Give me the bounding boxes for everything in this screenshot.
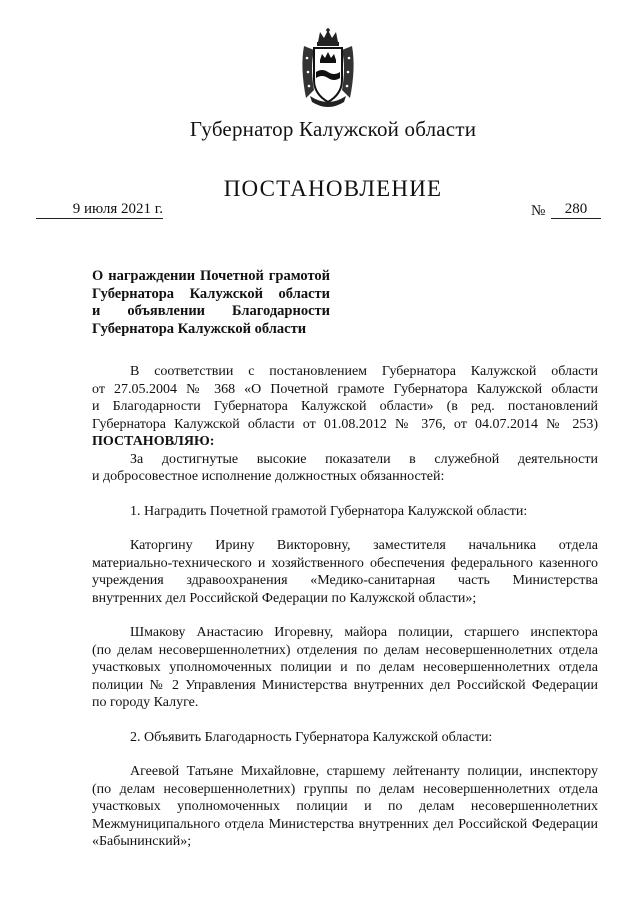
reason-line: и добросовестное исполнение должностных обязанностей: [92, 469, 445, 484]
subject-line: и объявлении Благодарности [92, 303, 330, 319]
document-subject [92, 268, 330, 338]
number-label: № [531, 203, 546, 219]
person-2-line: участковых уполномоченных полиции и по делам несовершеннолетних отдела [92, 660, 598, 675]
person-1-line: внутренних дел Российской Федерации по Калужской области»; [92, 590, 477, 606]
item-1-heading: 1. Наградить Почетной грамотой Губернатора Калужской области: [130, 503, 528, 519]
person-2-line: по городу Калуге. [92, 695, 199, 710]
preamble-line: от 27.05.2004 № 368 «О Почетной грамоте Губернатора Калужской области [92, 381, 598, 397]
person-3-line: Агеевой Татьяне Михайловне, старшему лейтенанту полиции, инспектору [130, 764, 598, 779]
person-3-line: Межмуниципального отдела Министерства внутренних дел Российской Федерации [92, 816, 598, 832]
person-2-line: (по делам несовершеннолетних) отделения по делам несовершеннолетних отдела [92, 642, 598, 658]
subject-line: О награждении Почетной грамотой [92, 268, 330, 284]
document-body [92, 363, 598, 851]
document-date: 9 июля 2021 г. [36, 201, 163, 219]
person-3-line: участковых уполномоченных полиции и по делам несовершеннолетних [92, 799, 598, 814]
document-number: 280 [551, 201, 601, 219]
person-3-line: «Бабынинский»; [92, 834, 192, 849]
preamble-line: Губернатора Калужской области от 01.08.2012 № 376, от 04.07.2014 № 253) [92, 416, 598, 432]
person-1-line: Каторгину Ирину Викторовну, заместителя начальника отдела [130, 538, 598, 553]
person-3-line: (по делам несовершеннолетних) группы по делам несовершеннолетних отдела [92, 781, 598, 797]
resolve-word: ПОСТАНОВЛЯЮ: [92, 434, 215, 449]
person-2-line: Шмакову Анастасию Игоревну, майора полиции, старшего инспектора [130, 625, 598, 640]
person-2-line: полиции № 2 Управления Министерства внутренних дел Российской Федерации [92, 677, 598, 693]
person-1-line: учреждения здравоохранения «Медико-санитарная часть Министерства [92, 573, 598, 588]
subject-line: Губернатора Калужской области [92, 320, 307, 337]
coat-of-arms-icon [296, 28, 360, 108]
person-1-line: материально-технического и хозяйственного обеспечения федерального казенного [92, 555, 598, 571]
issuer-title: Губернатор Калужской области [189, 117, 477, 141]
preamble-line: В соответствии с постановлением Губернатора Калужской области [130, 364, 598, 379]
item-2-heading: 2. Объявить Благодарность Губернатора Калужской области: [130, 729, 493, 745]
reason-line: За достигнутые высокие показатели в служебной деятельности [130, 451, 598, 467]
subject-line: Губернатора Калужской области [92, 285, 330, 302]
preamble-line: и Благодарности Губернатора Калужской области» (в ред. постановлений [92, 399, 598, 414]
document-type-title: ПОСТАНОВЛЕНИЕ [223, 176, 443, 201]
